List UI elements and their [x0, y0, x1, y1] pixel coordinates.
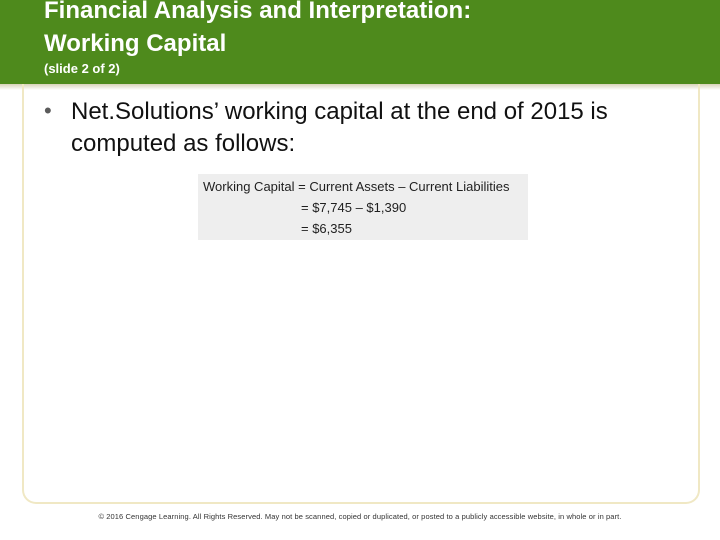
formula-line-2: = $7,745 – $1,390: [301, 200, 407, 215]
slide-subtitle: (slide 2 of 2): [44, 61, 120, 76]
formula-line-3: = $6,355: [301, 221, 352, 236]
copyright-footer: © 2016 Cengage Learning. All Rights Reserved. May not be scanned, copied or duplicated, or posted to a publicly accessible website, in whole or in part.: [98, 512, 622, 521]
bullet-icon: •: [44, 98, 52, 123]
title-bar: [0, 0, 720, 84]
bullet-text: Net.Solutions’ working capital at the end of 2015 is computed as follows:: [71, 98, 608, 157]
formula-line-1: Working Capital = Current Assets – Current Liabilities: [203, 179, 510, 194]
title-line-2: Working Capital: [44, 30, 227, 57]
formula-box: [198, 174, 528, 240]
slide-title: [44, 0, 471, 60]
title-line-1: Financial Analysis and Interpretation:: [44, 0, 472, 24]
